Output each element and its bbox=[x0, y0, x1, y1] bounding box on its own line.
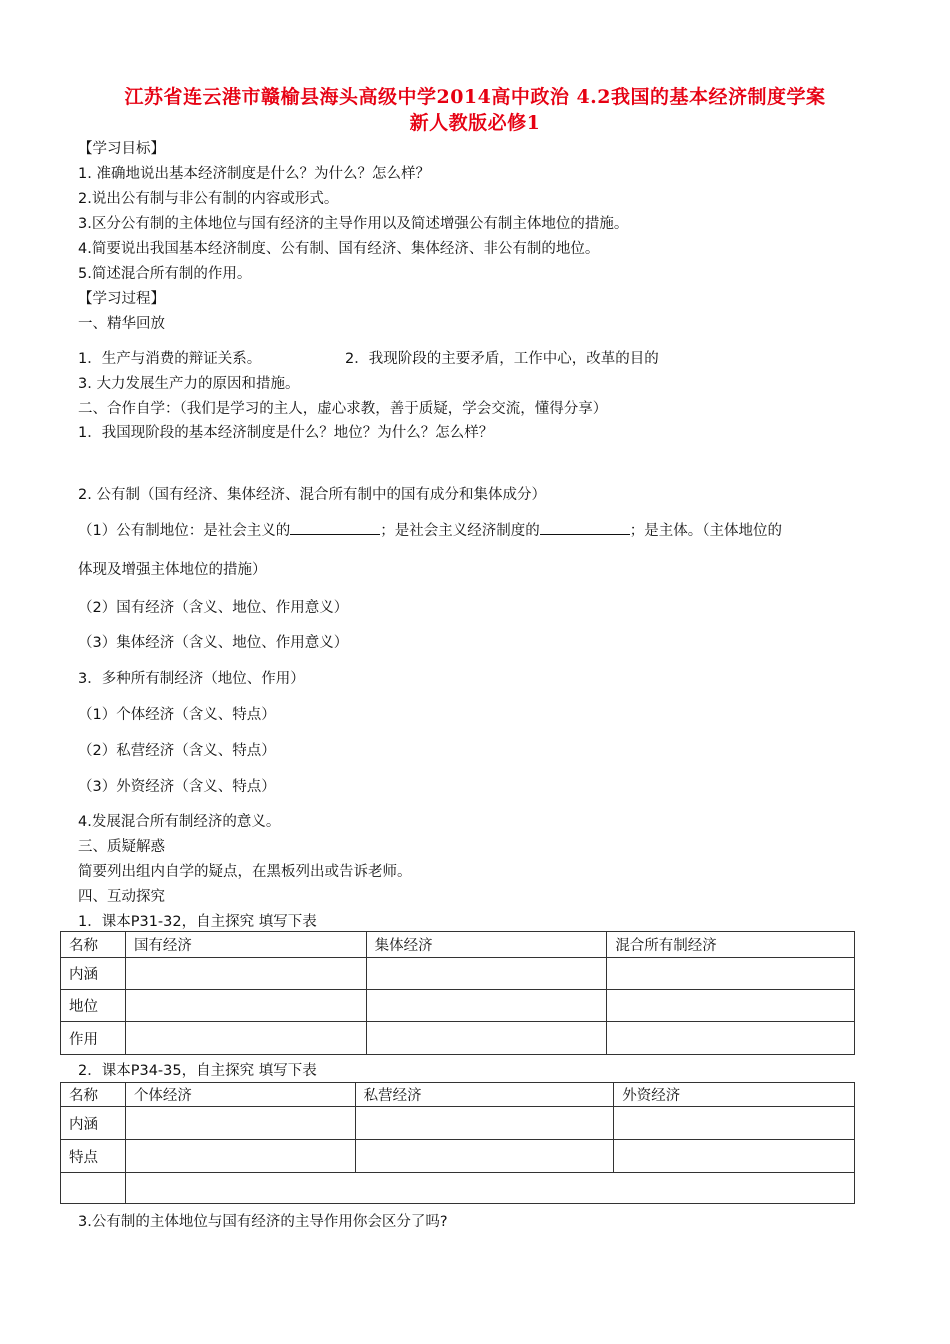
table-header-cell: 名称 bbox=[61, 932, 126, 958]
row-label bbox=[61, 1173, 126, 1204]
table-row bbox=[61, 1140, 855, 1173]
task-2: 2．课本P34-35，自主探究 填写下表 bbox=[78, 1063, 317, 1079]
review-item-1: 1．生产与消费的辩证关系。 bbox=[78, 351, 262, 367]
answer-cell[interactable] bbox=[366, 990, 607, 1022]
goal-4: 4.简要说出我国基本经济制度、公有制、国有经济、集体经济、非公有制的地位。 bbox=[78, 241, 600, 257]
question-2-1-continued: 体现及增强主体地位的措施） bbox=[78, 562, 267, 578]
question-2-1-part-c: ；是主体。（主体地位的 bbox=[629, 523, 782, 539]
review-item-3: 3. 大力发展生产力的原因和措施。 bbox=[78, 376, 300, 392]
table-header-row bbox=[61, 1083, 855, 1107]
answer-cell[interactable] bbox=[607, 958, 855, 990]
document-title-line2: 新人教版必修1 bbox=[409, 112, 541, 134]
answer-cell[interactable] bbox=[614, 1140, 855, 1173]
table-header-cell: 国有经济 bbox=[125, 932, 366, 958]
question-1: 1．我国现阶段的基本经济制度是什么？地位？为什么？怎么样？ bbox=[78, 425, 494, 441]
doubt-instruction: 简要列出组内自学的疑点，在黑板列出或告诉老师。 bbox=[78, 864, 412, 880]
question-3-1: （1）个体经济（含义、特点） bbox=[78, 707, 276, 723]
question-2-1-part-b: ；是社会主义经济制度的 bbox=[380, 523, 540, 539]
answer-cell[interactable] bbox=[607, 990, 855, 1022]
document-title-line1: 江苏省连云港市赣榆县海头高级中学2014高中政治 4.2我国的基本经济制度学案 bbox=[124, 86, 826, 108]
answer-blank-1[interactable] bbox=[290, 519, 380, 535]
answer-cell[interactable] bbox=[125, 958, 366, 990]
table-non-public-ownership bbox=[60, 1082, 855, 1204]
goal-1: 1. 准确地说出基本经济制度是什么？为什么？怎么样？ bbox=[78, 166, 430, 182]
table-header-cell: 名称 bbox=[61, 1083, 126, 1107]
table-header-cell: 集体经济 bbox=[366, 932, 607, 958]
answer-cell[interactable] bbox=[355, 1107, 614, 1140]
table-row bbox=[61, 1173, 855, 1204]
task-3: 3.公有制的主体地位与国有经济的主导作用你会区分了吗? bbox=[78, 1214, 448, 1230]
goals-header: 【学习目标】 bbox=[78, 141, 165, 157]
question-2-1-part-a: （1）公有制地位：是社会主义的 bbox=[78, 523, 291, 539]
answer-cell[interactable] bbox=[614, 1107, 855, 1140]
question-3-2: （2）私营经济（含义、特点） bbox=[78, 743, 276, 759]
table-header-cell: 混合所有制经济 bbox=[607, 932, 855, 958]
section-4-heading: 四、互动探究 bbox=[78, 889, 165, 905]
task-1: 1．课本P31-32，自主探究 填写下表 bbox=[78, 914, 317, 930]
row-label: 地位 bbox=[61, 990, 126, 1022]
table-row bbox=[61, 958, 855, 990]
table-row bbox=[61, 1022, 855, 1055]
answer-blank-2[interactable] bbox=[540, 519, 630, 535]
row-label: 内涵 bbox=[61, 1107, 126, 1140]
goal-3: 3.区分公有制的主体地位与国有经济的主导作用以及简述增强公有制主体地位的措施。 bbox=[78, 216, 629, 232]
question-2: 2. 公有制（国有经济、集体经济、混合所有制中的国有成分和集体成分） bbox=[78, 487, 546, 503]
answer-cell[interactable] bbox=[125, 1140, 355, 1173]
section-1-heading: 一、精华回放 bbox=[78, 316, 165, 332]
answer-cell[interactable] bbox=[366, 1022, 607, 1055]
table-public-ownership bbox=[60, 931, 855, 1055]
table-header-cell: 外资经济 bbox=[614, 1083, 855, 1107]
answer-cell[interactable] bbox=[125, 990, 366, 1022]
process-header: 【学习过程】 bbox=[78, 291, 165, 307]
question-3-3: （3）外资经济（含义、特点） bbox=[78, 779, 276, 795]
table-row bbox=[61, 990, 855, 1022]
table-header-row bbox=[61, 932, 855, 958]
question-4: 4.发展混合所有制经济的意义。 bbox=[78, 814, 281, 830]
table-header-cell: 私营经济 bbox=[355, 1083, 614, 1107]
answer-cell[interactable] bbox=[125, 1107, 355, 1140]
question-2-2: （2）国有经济（含义、地位、作用意义） bbox=[78, 600, 349, 616]
answer-cell[interactable] bbox=[355, 1140, 614, 1173]
section-2-heading: 二、合作自学：（我们是学习的主人，虚心求教，善于质疑，学会交流，懂得分享） bbox=[78, 401, 608, 417]
answer-cell[interactable] bbox=[366, 958, 607, 990]
section-3-heading: 三、质疑解惑 bbox=[78, 839, 165, 855]
answer-cell[interactable] bbox=[125, 1173, 854, 1204]
review-item-2: 2．我现阶段的主要矛盾，工作中心，改革的目的 bbox=[345, 351, 659, 367]
row-label: 作用 bbox=[61, 1022, 126, 1055]
goal-2: 2.说出公有制与非公有制的内容或形式。 bbox=[78, 191, 339, 207]
row-label: 内涵 bbox=[61, 958, 126, 990]
question-3: 3．多种所有制经济（地位、作用） bbox=[78, 671, 305, 687]
table-header-cell: 个体经济 bbox=[125, 1083, 355, 1107]
question-2-1 bbox=[78, 519, 782, 540]
question-2-3: （3）集体经济（含义、地位、作用意义） bbox=[78, 635, 349, 651]
answer-cell[interactable] bbox=[125, 1022, 366, 1055]
table-row bbox=[61, 1107, 855, 1140]
answer-cell[interactable] bbox=[607, 1022, 855, 1055]
row-label: 特点 bbox=[61, 1140, 126, 1173]
goal-5: 5.简述混合所有制的作用。 bbox=[78, 266, 252, 282]
